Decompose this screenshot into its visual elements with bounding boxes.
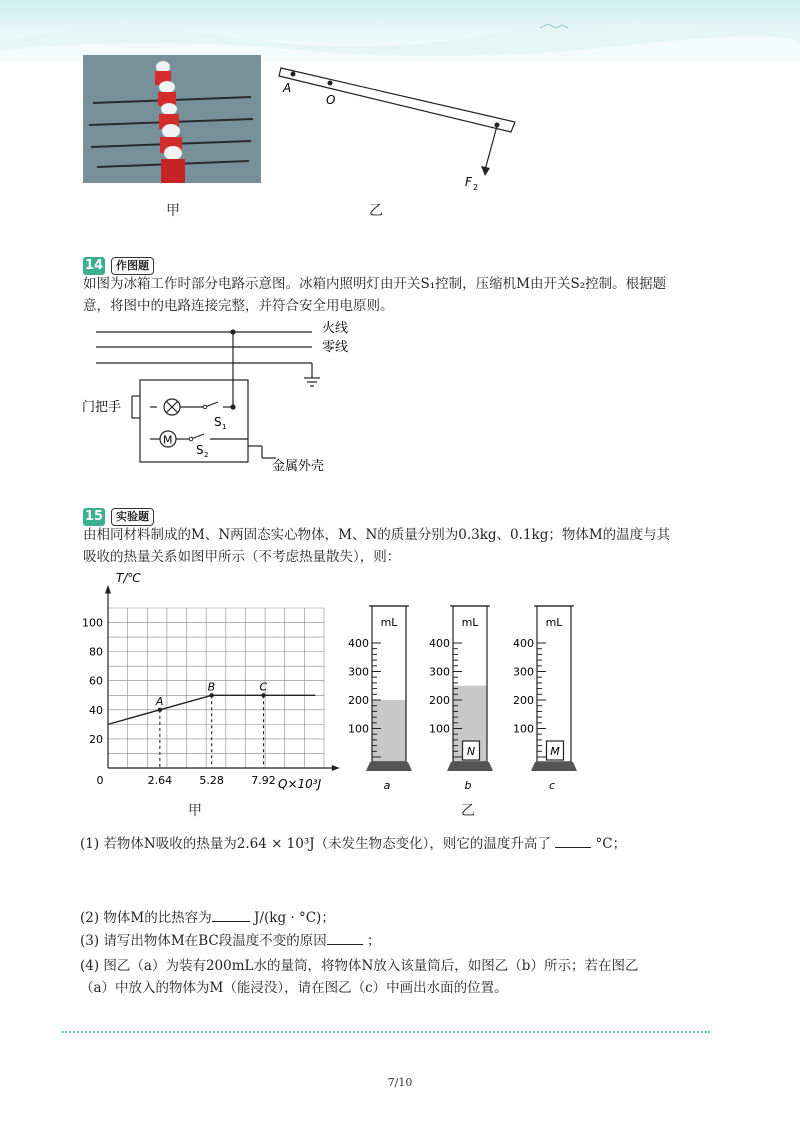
metal-case-label: 金属外壳 <box>272 459 325 474</box>
cylinder-tick-label: 100 <box>429 722 450 736</box>
door-handle-label: 门把手 <box>82 400 122 415</box>
junction-dot <box>230 404 235 409</box>
motor-icon <box>160 431 176 447</box>
point-label: A <box>155 694 164 708</box>
switch-s1-sub: 1 <box>222 423 227 431</box>
temperature-heat-chart <box>78 570 338 795</box>
cylinder-tick-label: 100 <box>513 722 534 736</box>
cylinder-label: b <box>464 779 472 792</box>
cylinder-tick-label: 400 <box>513 637 534 650</box>
switch-s2-sub: 2 <box>204 451 209 459</box>
point-label: B <box>207 680 216 694</box>
solid-object-label: M <box>550 745 560 758</box>
x-tick-label: 5.28 <box>199 774 224 787</box>
y-tick-label: 100 <box>82 616 103 630</box>
cylinder-tick-label: 400 <box>348 637 369 650</box>
label-a: A <box>283 81 292 95</box>
question-14-header <box>83 254 154 275</box>
sub-question-1-text: (1) 若物体N吸收的热量为2.64 × 10³J（未发生物态变化），则它的温度升高了 <box>80 836 551 852</box>
solid-object-label: N <box>466 745 476 758</box>
cylinder-a <box>348 606 412 792</box>
neutral-wire-label: 零线 <box>322 340 349 355</box>
switch-s2-icon <box>189 437 193 441</box>
motor-label: M <box>163 433 173 447</box>
cylinder-tick-label: 300 <box>429 665 450 679</box>
answer-blank-3[interactable] <box>327 932 363 945</box>
y-axis-arrow <box>105 585 111 594</box>
y-axis-label: T/℃ <box>116 571 141 585</box>
x-tick-label: 7.92 <box>251 774 276 787</box>
data-point <box>261 693 265 697</box>
water-fill <box>372 700 406 762</box>
circuit-diagram <box>80 318 349 476</box>
sub-question-2-text: (2) 物体M的比热容为 <box>80 910 212 926</box>
chart-caption-jia: 甲 <box>188 803 202 819</box>
question-15-text <box>83 524 670 568</box>
question-number: 15 <box>84 509 104 524</box>
sub-question-3 <box>80 930 381 952</box>
cylinder-unit: mL <box>461 616 479 629</box>
cylinder-tick-label: 200 <box>348 694 369 707</box>
cylinder-tick-label: 100 <box>348 722 369 736</box>
cylinder-unit: mL <box>380 616 398 629</box>
cylinder-tick-label: 300 <box>513 665 534 679</box>
force-arrow <box>485 126 497 170</box>
page-header-decoration <box>0 0 800 62</box>
sub-question-3-text: (3) 请写出物体M在BC段温度不变的原因 <box>80 933 327 949</box>
answer-blank-1[interactable] <box>555 835 591 848</box>
cylinder-tick-label: 200 <box>429 694 450 707</box>
rowing-photo <box>83 55 261 183</box>
x-axis-label: Q×10³J <box>278 777 322 791</box>
page-number: 7/10 <box>387 1076 413 1089</box>
cylinder-base <box>447 762 493 771</box>
cylinder-body <box>537 606 571 762</box>
cylinder-unit: mL <box>545 616 563 629</box>
point-a-dot <box>291 72 296 77</box>
cylinder-tick-label: 200 <box>513 694 534 707</box>
point-label: C <box>259 680 268 694</box>
x-tick-label: 2.64 <box>147 774 173 787</box>
data-point <box>209 693 213 697</box>
cylinder-b <box>429 606 493 792</box>
cylinder-base <box>531 762 577 771</box>
switch-s1-label: S <box>214 415 222 429</box>
cylinder-caption-yi: 乙 <box>461 803 475 819</box>
switch-s2-label: S <box>196 443 204 457</box>
question-type-tag: 作图题 <box>111 257 154 275</box>
y-tick-label: 80 <box>89 645 103 659</box>
switch-s1-icon <box>203 405 207 409</box>
live-wire-label: 火线 <box>322 321 349 336</box>
x-tick-label: 0 <box>96 774 104 787</box>
label-o: O <box>326 93 336 107</box>
answer-blank-2[interactable] <box>212 909 250 922</box>
sub-question-1-unit: °C； <box>595 836 627 852</box>
question-15-line-2: 吸收的热量关系如图甲所示（不考虑热量散失），则： <box>83 549 401 565</box>
figure-caption-jia: 甲 <box>166 203 180 219</box>
question-type-tag: 实验题 <box>111 508 154 526</box>
y-tick-label: 20 <box>89 732 103 746</box>
question-14-text <box>83 273 666 317</box>
question-15-header <box>83 505 154 526</box>
sub-question-3-end: ； <box>367 933 381 949</box>
sub-question-4 <box>80 955 638 999</box>
graduated-cylinders <box>340 598 590 798</box>
chart-grid <box>108 608 324 768</box>
sub-question-4-line-1: (4) 图乙（a）为装有200mL水的量筒，将物体N放入该量筒后，如图乙（b）所示；若在图乙 <box>80 958 639 974</box>
question-number: 14 <box>84 258 104 273</box>
sub-question-2-unit: J/(kg · °C)； <box>254 910 335 926</box>
data-point <box>158 708 162 712</box>
cylinder-tick-label: 400 <box>429 637 450 650</box>
cylinder-tick-label: 300 <box>348 665 369 679</box>
question-14-line-2: 意，将图中的电路连接完整，并符合安全用电原则。 <box>83 298 394 314</box>
y-tick-label: 40 <box>89 703 103 717</box>
junction-dot <box>230 329 235 334</box>
cylinder-label: c <box>548 779 556 792</box>
question-14-line-1: 如图为冰箱工作时部分电路示意图。冰箱内照明灯由开关S₁控制，压缩机M由开关S₂控制。根据题 <box>83 276 667 292</box>
footer-dotted-divider <box>62 1031 710 1033</box>
cylinder-c <box>513 606 577 792</box>
figure-caption-yi: 乙 <box>369 203 383 219</box>
sub-question-2 <box>80 907 335 929</box>
y-tick-label: 60 <box>89 674 103 688</box>
oar-lever-diagram <box>275 60 525 195</box>
label-f-sub: 2 <box>473 183 479 192</box>
chart-ticks <box>82 617 276 787</box>
cylinder-base <box>366 762 412 771</box>
point-o-dot <box>328 81 333 86</box>
sub-question-4-line-2: （a）中放入的物体为M（能浸没），请在图乙（c）中画出水面的位置。 <box>80 980 508 996</box>
sub-question-1 <box>80 833 626 855</box>
label-f: F <box>465 175 472 189</box>
cylinder-label: a <box>383 779 391 792</box>
question-15-line-1: 由相同材料制成的M、N两固态实心物体，M、N的质量分别为0.3kg、0.1kg；物体M的温度与其 <box>83 527 671 543</box>
lamp-icon <box>164 399 180 415</box>
x-axis-arrow <box>332 765 340 771</box>
